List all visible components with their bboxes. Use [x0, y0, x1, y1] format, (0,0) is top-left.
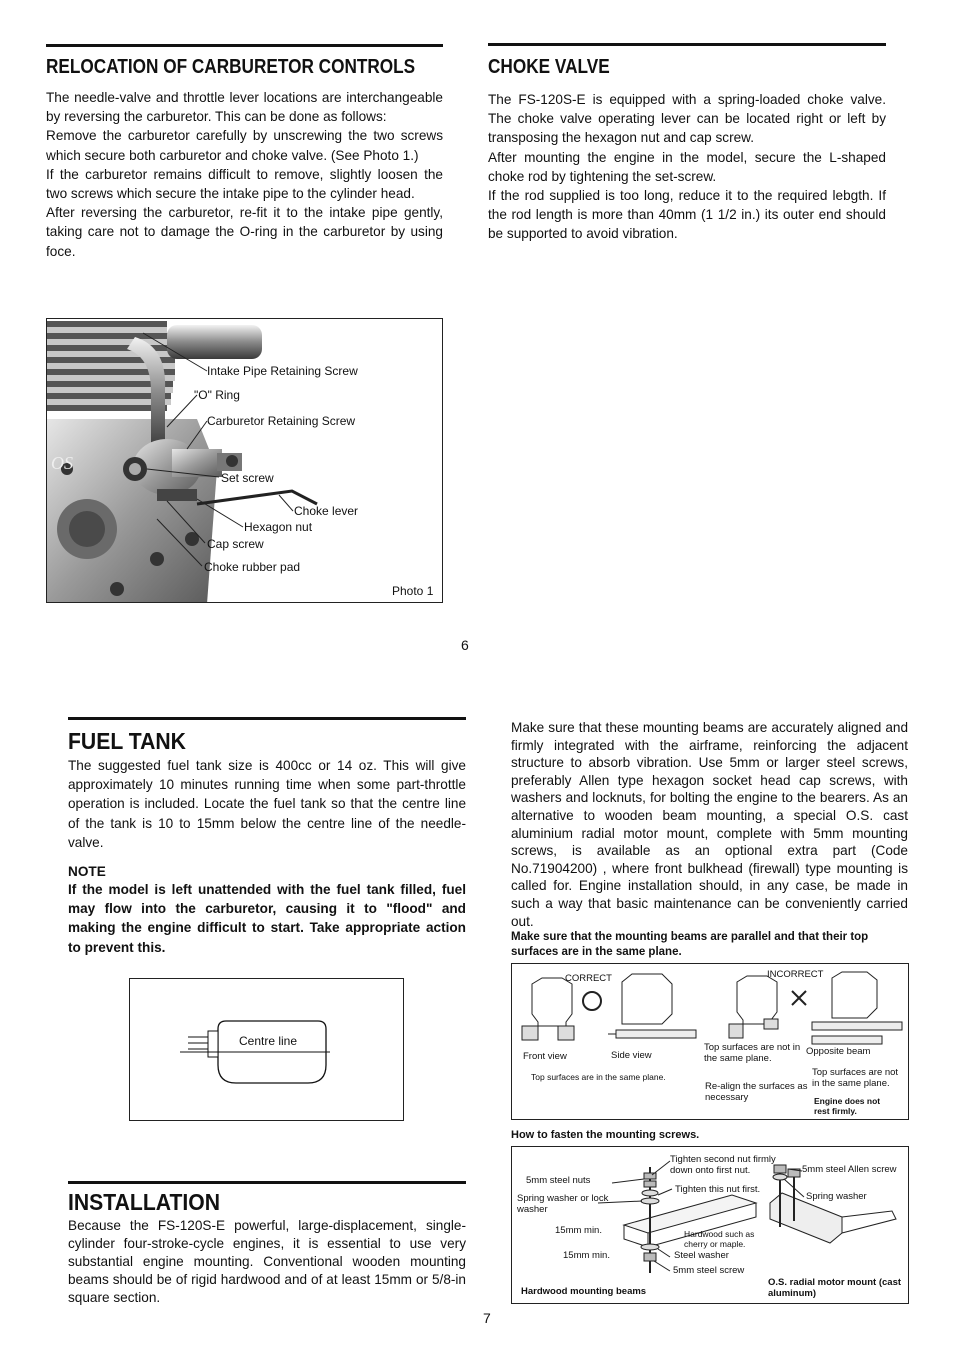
installation-text: Because the FS-120S-E powerful, large-displacement, single-cylinder four-stroke-cycle engines, it is essential to use very substantial engine mounting. Conventional wooden mounting beams should be of rigid hardwood and of at least 15mm or 5/8-in square section.: [68, 1218, 466, 1305]
page-number-6: 6: [461, 637, 469, 653]
screws-label-min-15-b: 15mm min.: [563, 1250, 610, 1261]
beams-label-not-firm: Engine does not rest firmly.: [814, 1096, 881, 1116]
photo-label-cap-screw: Cap screw: [207, 537, 264, 551]
relocation-para-2: Remove the carburetor carefully by unscrewing the two screws which secure both carburetor and choke valve. (See Photo 1.): [46, 128, 443, 163]
choke-para-1: The FS-120S-E is equipped with a spring-loaded choke valve. The choke valve operating lever can be located right or left by transposing the hexagon nut and cap screw.: [488, 92, 886, 146]
heading-choke-valve: CHOKE VALVE: [488, 56, 610, 78]
screws-label-allen-screw: 5mm steel Allen screw: [802, 1164, 897, 1175]
section-rule-choke: [488, 43, 886, 46]
choke-para-2: After mounting the engine in the model, secure the L-shaped choke rod by tightening the set-screw.: [488, 149, 886, 184]
photo-label-choke-lever: Choke lever: [294, 504, 359, 518]
screws-label-spring-lock: Spring washer or lock washer: [517, 1193, 609, 1215]
beams-label-same-plane: Top surfaces are in the same plane.: [531, 1072, 666, 1082]
screws-label-min-15-a: 15mm min.: [555, 1225, 602, 1236]
relocation-para-3: If the carburetor remains difficult to remove, slightly loosen the two screws which secure the intake pipe to the cylinder head.: [46, 166, 443, 202]
beams-label-correct: CORRECT: [565, 973, 612, 984]
screws-label-tighten-this: Tighten this nut first.: [675, 1184, 761, 1195]
note-text: If the model is left unattended with the fuel tank filled, fuel may flow into the carburetor, causing it to "flood" and making the engine difficult to start. Take appropriate action to prevent this.: [68, 882, 466, 955]
fuel-tank-diagram: [129, 978, 404, 1121]
beams-label-not-same-plane-2: Top surfaces are not in the same plane.: [812, 1067, 899, 1089]
heading-fuel-tank: FUEL TANK: [68, 728, 186, 754]
page-number-7: 7: [483, 1310, 491, 1326]
beams-label-opposite-beam: Opposite beam: [806, 1046, 871, 1057]
screws-label-spring-washer: Spring washer: [806, 1191, 867, 1202]
screws-label-steel-screw: 5mm steel screw: [673, 1265, 745, 1276]
screws-label-radial-mount: O.S. radial motor mount (cast aluminum): [768, 1277, 902, 1299]
beams-label-not-same-plane-1: Top surfaces are not in the same plane.: [704, 1042, 801, 1064]
relocation-text: [46, 88, 443, 261]
screws-label-hardwood-beams: Hardwood mounting beams: [521, 1286, 647, 1297]
heading-relocation: RELOCATION OF CARBURETOR CONTROLS: [46, 56, 416, 78]
fuel-tank-text: The suggested fuel tank size is 400cc or 14 oz. This will give approximately 10 minutes running time when some part-throttle operation is included. Locate the fuel tank so that the centre line of the tank is 10 to 15mm below the centre line of the needle-valve.: [68, 758, 466, 850]
photo-label-o-ring: "O" Ring: [194, 388, 240, 402]
beams-label-front-view: Front view: [523, 1051, 567, 1062]
screws-label-hardwood-note: Hardwood such as cherry or maple.: [684, 1229, 755, 1249]
beams-label-side-view: Side view: [611, 1050, 652, 1061]
screws-label-steel-washer: Steel washer: [674, 1250, 729, 1261]
section-rule-installation: [68, 1181, 466, 1184]
svg-text:OS: OS: [51, 453, 73, 473]
photo-label-intake-screw: Intake Pipe Retaining Screw: [207, 364, 358, 378]
photo-label-hex-nut: Hexagon nut: [244, 520, 313, 534]
screws-caption: How to fasten the mounting screws.: [511, 1129, 700, 1141]
relocation-para-1: The needle-valve and throttle lever locations are interchangeable by reversing the carburetor. This can be done as follows:: [46, 90, 443, 125]
screws-diagram: [511, 1146, 909, 1304]
section-rule-relocation: [46, 44, 443, 47]
beams-caption: Make sure that the mounting beams are parallel and that their top surfaces are in the same plane.: [511, 931, 869, 958]
photo-1-frame: [46, 318, 443, 603]
screws-label-steel-nuts: 5mm steel nuts: [526, 1175, 591, 1186]
mounting-text: Make sure that these mounting beams are accurately aligned and firmly integrated with the airframe, reinforcing the adjacent structure to absorb vibration. Use 5mm or larger steel screws, preferably Allen type hexagon socket head cap screws, with washers and locknuts, for bolting the engine to the bearers. As an alternative to wooden beam mounting, a special O.S. cast aluminium radial motor mount, complete with 5mm mounting screws, is available as an optional extra part (Code No.71904200) , where front bulkhead (firewall) type mounting is called for. Engine installation should, in any case, be made in such a way that basic maintenance can be conveniently carried out.: [511, 720, 908, 929]
beams-diagram: [511, 963, 909, 1120]
photo-label-set-screw: Set screw: [221, 471, 274, 485]
screws-label-tighten-second: Tighten second nut firmly down onto first nut.: [670, 1154, 776, 1176]
beams-label-realign: Re-align the surfaces as necessary: [705, 1081, 808, 1103]
photo-caption: Photo 1: [392, 584, 434, 598]
choke-text: [488, 90, 886, 244]
photo-label-choke-pad: Choke rubber pad: [204, 560, 301, 574]
centre-line-label: Centre line: [239, 1034, 298, 1048]
relocation-para-4: After reversing the carburetor, re-fit it to the intake pipe gently, taking care not to damage the O-ring in the carburetor by using foce.: [46, 205, 443, 259]
beams-label-incorrect: INCORRECT: [767, 969, 824, 980]
photo-label-carb-screw: Carburetor Retaining Screw: [207, 414, 356, 428]
fuel-tank-drawing: [130, 979, 405, 1122]
heading-installation: INSTALLATION: [68, 1189, 221, 1215]
note-title: NOTE: [68, 864, 106, 879]
section-rule-fuel-tank: [68, 717, 466, 720]
choke-para-3: If the rod supplied is too long, reduce it to the required lebgth. If the rod length is more than 40mm (1 1/2 in.) its outer end should be supported to avoid vibration.: [488, 188, 886, 242]
